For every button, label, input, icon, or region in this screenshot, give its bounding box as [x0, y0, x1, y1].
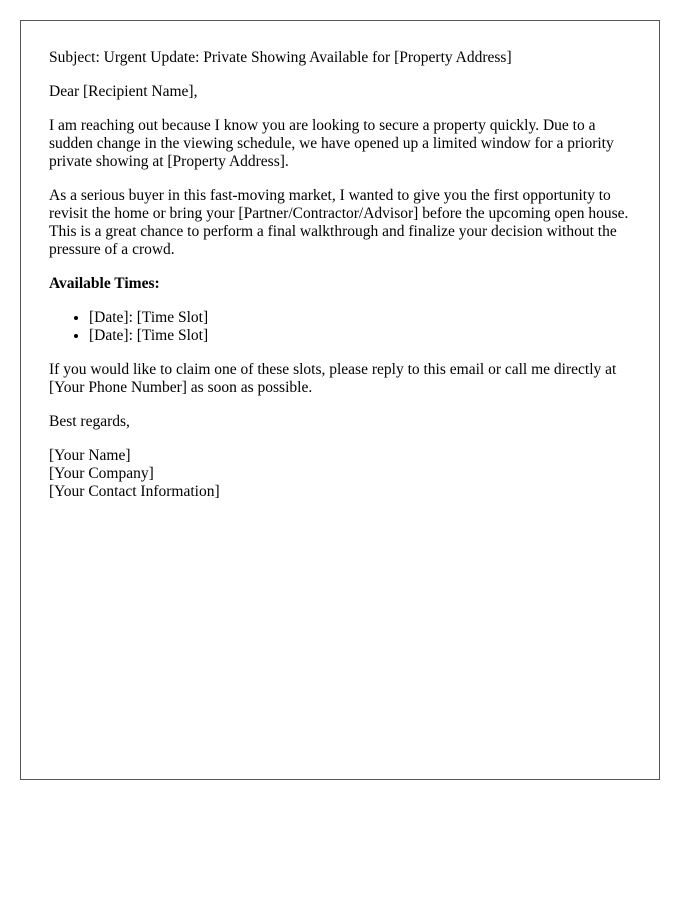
signature-name: [Your Name] — [49, 447, 131, 464]
offer-paragraph: As a serious buyer in this fast-moving market, I wanted to give you the first opportunity to revisit the home or bring your [Partner/Contractor/Advisor] before the upcoming open house. This is a great chance to perform a final walkthrough and finalize your decision without the pressure of a crowd. — [49, 187, 629, 258]
sign-off: Best regards, — [49, 413, 130, 430]
signature-block — [49, 447, 631, 501]
letter-body — [49, 49, 631, 501]
available-times-list — [49, 309, 631, 345]
intro-paragraph: I am reaching out because I know you are looking to secure a property quickly. Due to a sudden change in the viewing schedule, we have opened up a limited window for a priority private showing at [Property Address]. — [49, 117, 614, 170]
signature-company: [Your Company] — [49, 465, 154, 482]
greeting: Dear [Recipient Name], — [49, 83, 198, 100]
subject-line: Subject: Urgent Update: Private Showing Available for [Property Address] — [49, 49, 512, 66]
signature-contact: [Your Contact Information] — [49, 483, 220, 500]
letter-frame — [20, 20, 660, 780]
closing-paragraph: If you would like to claim one of these slots, please reply to this email or call me directly at [Your Phone Number] as soon as possible. — [49, 361, 617, 396]
time-slot-item: • [Date]: [Time Slot] — [89, 327, 631, 345]
available-times-heading: Available Times: — [49, 275, 160, 292]
time-slot-item: • [Date]: [Time Slot] — [89, 309, 631, 327]
